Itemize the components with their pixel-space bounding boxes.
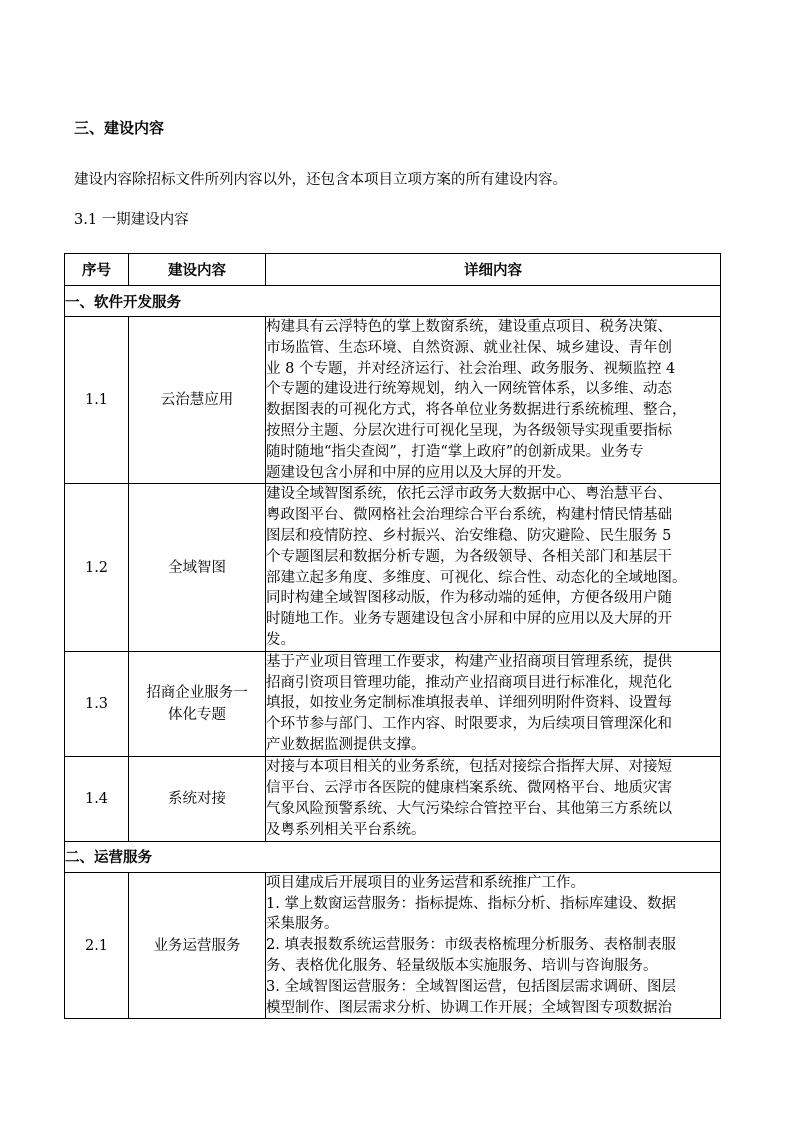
category-operations: 二、运营服务 bbox=[65, 841, 721, 872]
detail-line: 及粤系列相关平台系统。 bbox=[266, 821, 426, 838]
row-content-name: 业务运营服务 bbox=[129, 872, 266, 1019]
table-row bbox=[65, 651, 721, 756]
detail-line: 基于产业项目管理工作要求，构建产业招商项目管理系统，提供 bbox=[266, 653, 672, 670]
section-heading: 三、建设内容 bbox=[74, 119, 165, 137]
detail-line: 构建具有云浮特色的掌上数窗系统，建设重点项目、税务决策、 bbox=[266, 319, 672, 335]
detail-line: 个专题的建设进行统筹规划，纳入一网统管体系，以多维、动态 bbox=[266, 381, 672, 398]
header-content: 建设内容 bbox=[129, 254, 266, 286]
detail-line: 数据图表的可视化方式，将各单位业务数据进行系统梳理、整合， bbox=[266, 402, 687, 419]
detail-line: 3. 全域智图运营服务：全域智图运营，包括图层需求调研、图层 bbox=[266, 978, 676, 995]
category-row bbox=[65, 841, 721, 872]
detail-line: 对接与本项目相关的业务系统，包括对接综合指挥大屏、对接短 bbox=[266, 759, 672, 776]
category-software: 一、软件开发服务 bbox=[65, 286, 721, 317]
detail-line: 时随地工作。业务专题建设包含小屏和中屏的应用以及大屏的开 bbox=[266, 611, 672, 628]
row-detail bbox=[266, 756, 721, 841]
category-row bbox=[65, 286, 721, 317]
content-name-line: 招商企业服务一 bbox=[146, 684, 248, 701]
detail-line: 采集服务。 bbox=[266, 916, 339, 933]
detail-line: 务、表格优化服务、轻量级版本实施服务、培训与咨询服务。 bbox=[266, 957, 658, 974]
row-detail bbox=[266, 872, 721, 1019]
detail-line: 业 8 个专题，并对经济运行、社会治理、政务服务、视频监控 4 bbox=[266, 360, 676, 377]
detail-line: 个专题图层和数据分析专题，为各级领导、各相关部门和基层干 bbox=[266, 548, 672, 565]
row-detail bbox=[266, 317, 721, 484]
detail-line: 招商引资项目管理功能，推动产业招商项目进行标准化，规范化 bbox=[266, 674, 672, 691]
detail-line: 填报，如按业务定制标准填报表单、详细列明附件资料、设置每 bbox=[266, 695, 672, 712]
detail-line: 项目建成后开展项目的业务运营和系统推广工作。 bbox=[266, 874, 585, 891]
table-row bbox=[65, 317, 721, 484]
row-content-name: 云治慧应用 bbox=[129, 317, 266, 484]
detail-line: 同时构建全域智图移动版，作为移动端的延伸，方便各级用户随 bbox=[266, 590, 672, 607]
header-detail: 详细内容 bbox=[266, 254, 721, 286]
detail-line: 1. 掌上数窗运营服务：指标提炼、指标分析、指标库建设、数据 bbox=[266, 895, 676, 912]
table-header-row bbox=[65, 254, 721, 286]
row-number: 1.2 bbox=[65, 484, 129, 651]
row-content-name: 系统对接 bbox=[129, 756, 266, 841]
detail-line: 粤政图平台、微网格社会治理综合平台系统，构建村情民情基础 bbox=[266, 507, 672, 524]
detail-line: 建设全域智图系统，依托云浮市政务大数据中心、粤治慧平台、 bbox=[266, 486, 672, 503]
detail-line: 产业数据监测提供支撑。 bbox=[266, 736, 426, 753]
row-number: 1.1 bbox=[65, 317, 129, 484]
table-row bbox=[65, 872, 721, 1019]
detail-line: 信平台、云浮市各医院的健康档案系统、微网格平台、地质灾害 bbox=[266, 779, 672, 796]
detail-line: 随时随地“指尖查阅”，打造“掌上政府”的创新成果。业务专 bbox=[266, 443, 644, 460]
detail-line: 按照分主题、分层次进行可视化呈现，为各级领导实现重要指标 bbox=[266, 422, 672, 439]
detail-line: 题建设包含小屏和中屏的应用以及大屏的开发。 bbox=[266, 464, 571, 481]
detail-line: 模型制作、图层需求分析、协调工作开展；全域智图专项数据治 bbox=[266, 999, 672, 1016]
row-number: 1.3 bbox=[65, 651, 129, 756]
intro-paragraph: 建设内容除招标文件所列内容以外，还包含本项目立项方案的所有建设内容。 bbox=[74, 172, 567, 188]
header-no: 序号 bbox=[65, 254, 129, 286]
subsection-heading: 3.1 一期建设内容 bbox=[74, 212, 189, 228]
table-row bbox=[65, 756, 721, 841]
row-number: 2.1 bbox=[65, 872, 129, 1019]
content-name-line: 体化专题 bbox=[168, 706, 226, 723]
table-row bbox=[65, 484, 721, 651]
row-content-name bbox=[129, 651, 266, 756]
detail-line: 图层和疫情防控、乡村振兴、治安维稳、防灾避险、民生服务 5 bbox=[266, 527, 672, 544]
construction-content-table bbox=[64, 253, 721, 1019]
detail-line: 气象风险预警系统、大气污染综合管控平台、其他第三方系统以 bbox=[266, 800, 672, 817]
detail-line: 部建立起多角度、多维度、可视化、综合性、动态化的全域地图。 bbox=[266, 569, 687, 586]
row-detail bbox=[266, 651, 721, 756]
row-content-name: 全域智图 bbox=[129, 484, 266, 651]
row-number: 1.4 bbox=[65, 756, 129, 841]
row-detail bbox=[266, 484, 721, 651]
detail-line: 发。 bbox=[266, 631, 295, 648]
detail-line: 2. 填表报数系统运营服务：市级表格梳理分析服务、表格制表服 bbox=[266, 937, 676, 954]
detail-line: 个环节参与部门、工作内容、时限要求，为后续项目管理深化和 bbox=[266, 716, 672, 733]
detail-line: 市场监管、生态环境、自然资源、就业社保、城乡建设、青年创 bbox=[266, 339, 672, 356]
